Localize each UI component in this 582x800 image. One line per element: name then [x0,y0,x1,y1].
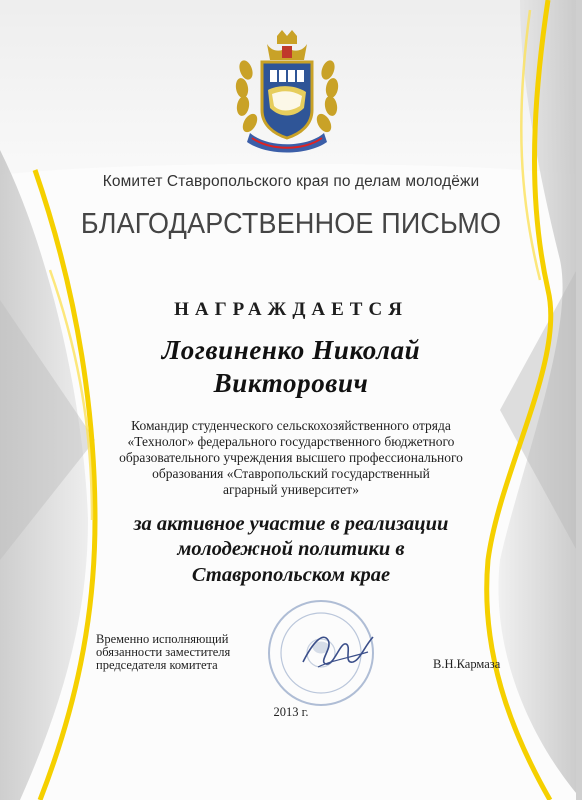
awarded-label: НАГРАЖДАЕТСЯ [174,299,408,320]
recipient-name-line1: Логвиненко Николай [161,335,421,365]
handwritten-signature [298,622,378,677]
document-title: БЛАГОДАРСТВЕННОЕ ПИСЬМО [80,208,502,240]
award-reason-line: молодежной политики в [177,538,405,560]
signatory-title-line: председателя комитета [96,658,218,672]
recipient-name-line2: Викторович [213,368,369,398]
signatory-name: В.Н.Кармаза [433,657,501,671]
position-line: «Технолог» федерального государственного бюджетного [127,434,455,449]
position-line: образования «Ставропольский государственный [152,466,430,481]
position-line: аграрный университет» [223,482,359,497]
committee-name: Комитет Ставропольского края по делам молодёжи [102,173,480,190]
signatory-title-line: Временно исполняющий [96,632,229,646]
signatory-title-line: обязанности заместителя [96,645,231,659]
position-line: образовательного учреждения высшего профессионального [119,450,463,465]
position-line: Командир студенческого сельскохозяйственного отряда [131,418,451,433]
award-reason-line: за активное участие в реализации [133,513,449,535]
award-reason-line: Ставропольском крае [191,564,391,586]
document-year: 2013 г. [273,705,309,719]
stavropol-coat-of-arms-icon [232,30,342,160]
